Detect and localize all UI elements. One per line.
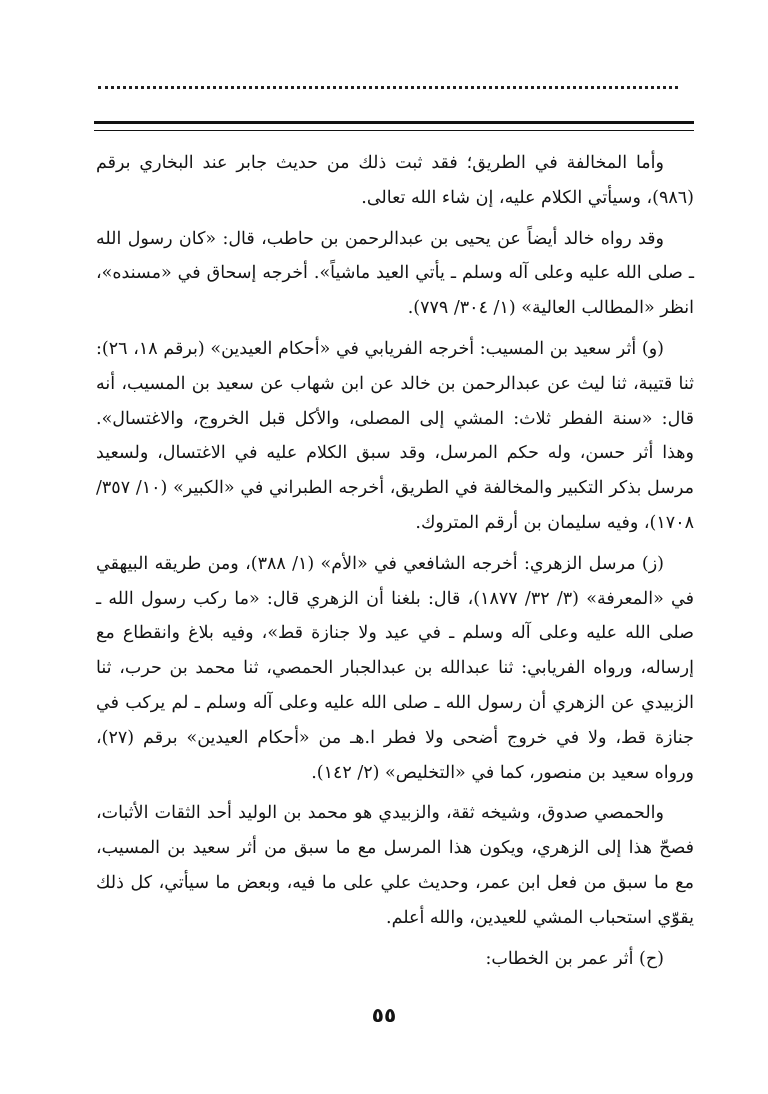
header-rule-thick xyxy=(94,121,694,124)
page-number: ٥٥ xyxy=(371,1003,397,1027)
header-dotted-line xyxy=(98,86,678,89)
paragraph: (ز) مرسل الزهري: أخرجه الشافعي في «الأم» (١/ ٣٨٨)، ومن طريقه البيهقي في «المعرفة» (٣/ ٣٢/ ١٨٧٧)، قال: بلغنا أن الزهري قال: «ما ركب رسول الله ـ صلى الله عليه وعلى آله وسلم ـ في عيد ولا جنازة قط»، وفيه بلاغ وانقطاع مع إرساله، ورواه الفريابي: ثنا عبدالله بن عبدالجبار الحمصي، ثنا محمد بن حرب، ثنا الزبيدي عن الزهري أن رسول الله ـ صلى الله عليه وعلى آله وسلم ـ لم يركب في جنازة قط، ولا في خروج أضحى ولا فطر ا.هـ من «أحكام العيدين» برقم (٢٧)، ورواه سعيد بن منصور، كما في «التخليص» (٢/ ١٤٢). xyxy=(96,553,694,783)
paragraph: وقد رواه خالد أيضاً عن يحيى بن عبدالرحمن بن حاطب، قال: «كان رسول الله ـ صلى الله عليه وعلى آله وسلم ـ يأتي العيد ماشياً». أخرجه إسحاق في «مسنده»، انظر «المطالب العالية» (١/ ٣٠٤/ ٧٧٩). xyxy=(96,228,694,319)
paragraph: والحمصي صدوق، وشيخه ثقة، والزبيدي هو محمد بن الوليد أحد الثقات الأثبات، فصحّ هذا إلى الزهري، ويكون هذا المرسل مع ما سبق من أثر سعيد بن المسيب، مع ما سبق من فعل ابن عمر، وحديث علي على ما فيه، وبعض ما سيأتي، كل ذلك يقوّي استحباب المشي للعيدين، والله أعلم. xyxy=(96,803,694,928)
page-body xyxy=(96,146,694,982)
paragraph: وأما المخالفة في الطريق؛ فقد ثبت ذلك من حديث جابر عند البخاري برقم (٩٨٦)، وسيأتي الكلام عليه، إن شاء الله تعالى. xyxy=(96,153,694,208)
section-heading: (ح) أثر عمر بن الخطاب: xyxy=(485,948,664,969)
header-rule-thin xyxy=(94,130,694,131)
paragraph: (و) أثر سعيد بن المسيب: أخرجه الفريابي في «أحكام العيدين» (برقم ١٨، ٢٦): ثنا قتيبة، ثنا ليث عن عبدالرحمن بن خالد عن ابن شهاب عن سعيد بن المسيب، أنه قال: «سنة الفطر ثلاث: المشي إلى المصلى، والأكل قبل الخروج، والاغتسال». وهذا أثر حسن، وله حكم المرسل، وقد سبق الكلام عليه في الاغتسال، ولسعيد مرسل بذكر التكبير والمخالفة في الطريق، أخرجه الطبراني في «الكبير» (١٠/ ٣٥٧/ ١٧٠٨)، وفيه سليمان بن أرقم المتروك. xyxy=(96,338,694,533)
